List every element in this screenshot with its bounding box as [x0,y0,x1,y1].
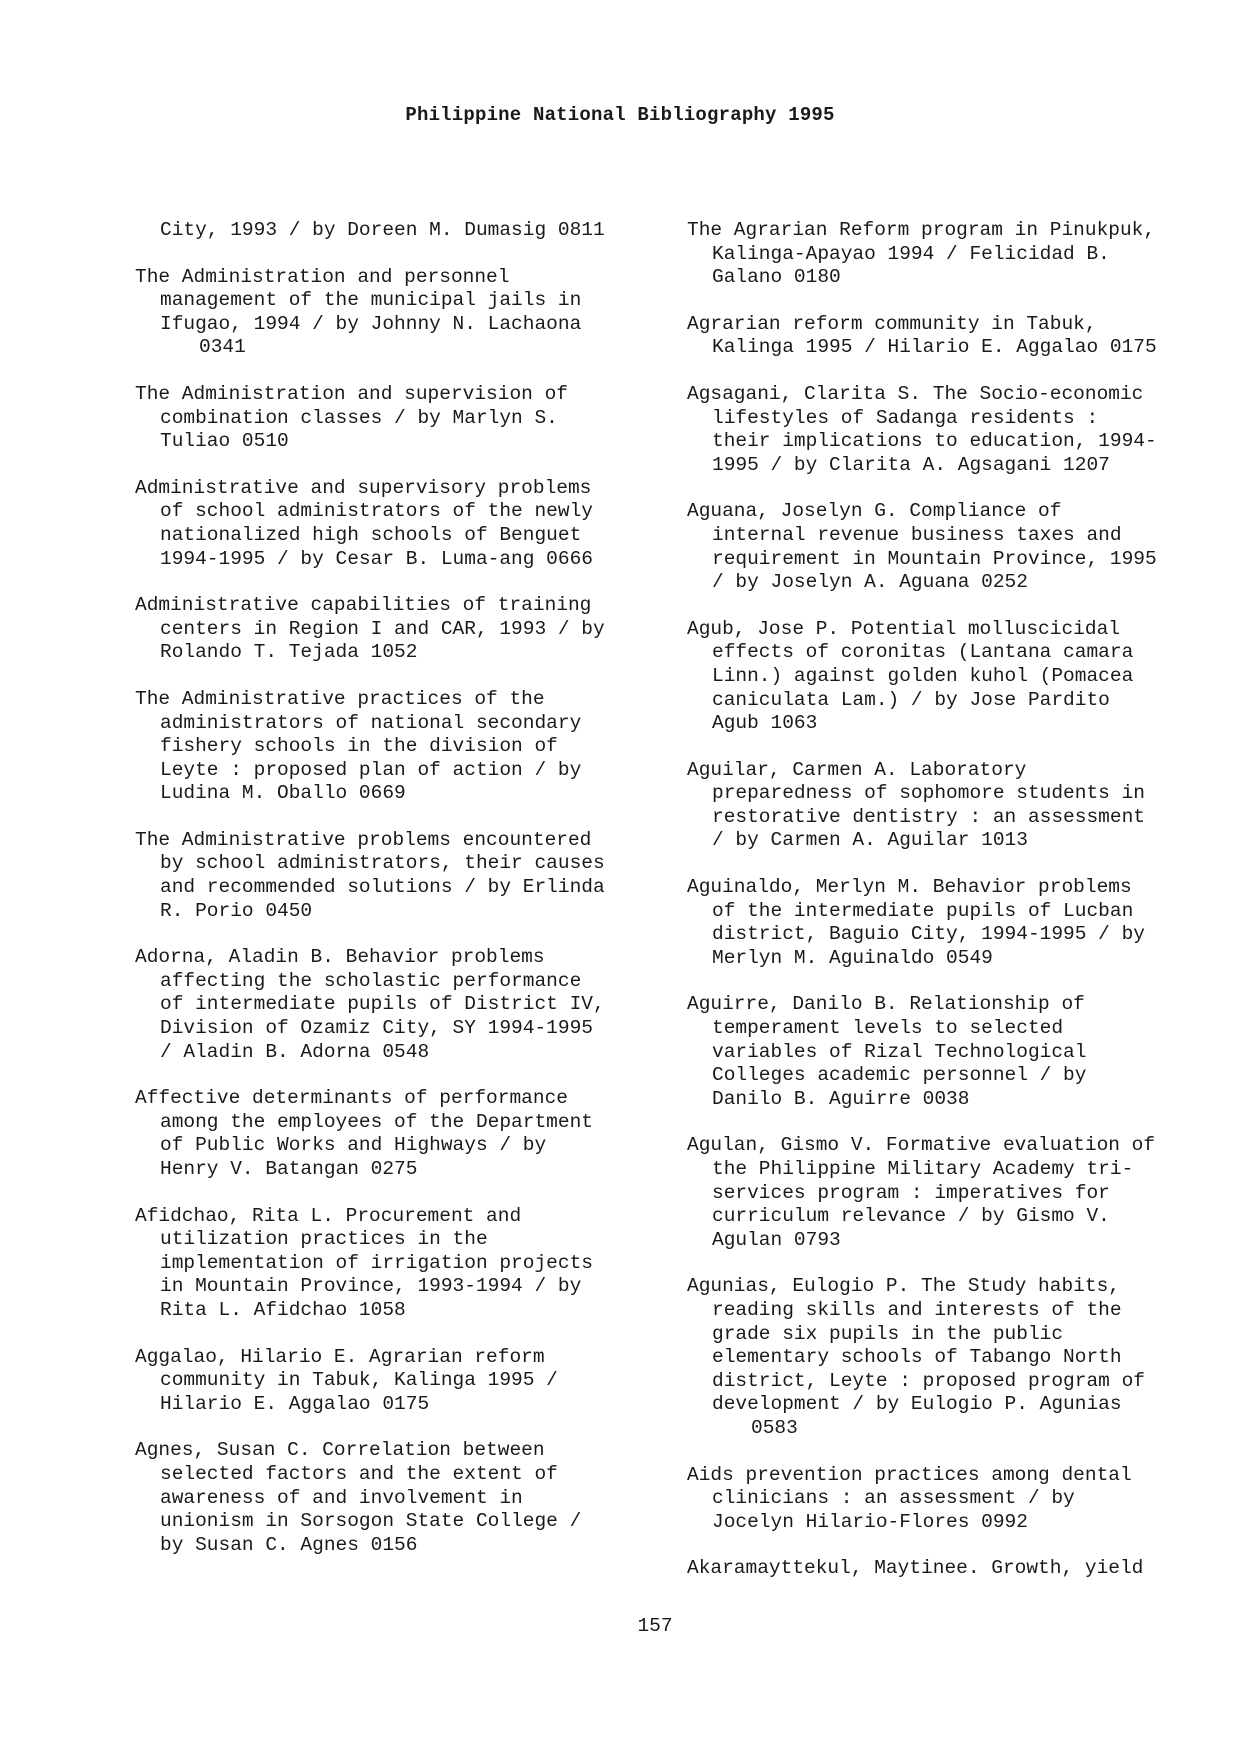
entry-line: Aguirre, Danilo B. Relationship of [687,993,1085,1016]
entry-line: unionism in Sorsogon State College / [160,1510,582,1533]
entry-line: implementation of irrigation projects [160,1251,593,1274]
bibliography-entry [135,688,655,806]
bibliography-entry [687,1464,1207,1535]
entry-line: 0583 [751,1416,798,1439]
right-column [687,219,1207,1604]
entry-line: centers in Region I and CAR, 1993 / by [160,617,605,640]
bibliography-entry [687,383,1207,477]
entry-line: Kalinga 1995 / Hilario E. Aggalao 0175 [712,336,1157,359]
entry-line: by Susan C. Agnes 0156 [160,1533,418,1556]
bibliography-entry [135,219,655,243]
entry-line: Aguilar, Carmen A. Laboratory [687,758,1027,781]
bibliography-entry [135,594,655,665]
entry-line: Jocelyn Hilario-Flores 0992 [712,1510,1028,1533]
left-column [135,219,655,1580]
entry-line: of Public Works and Highways / by [160,1134,547,1157]
entry-line: Agnes, Susan C. Correlation between [135,1439,545,1462]
entry-line: Colleges academic personnel / by [712,1064,1087,1087]
entry-line: Agub 1063 [712,712,818,735]
entry-line: selected factors and the extent of [160,1462,558,1485]
entry-line: Tuliao 0510 [160,430,289,453]
entry-line: Agulan 0793 [712,1228,841,1251]
page-title: Philippine National Bibliography 1995 [405,104,835,126]
entry-line: of school administrators of the newly [160,500,593,523]
entry-line: district, Leyte : proposed program of [712,1369,1145,1392]
page-number: 157 [637,1615,673,1637]
entry-line: curriculum relevance / by Gismo V. [712,1205,1110,1228]
entry-line: awareness of and involvement in [160,1486,523,1509]
entry-line: 0341 [199,336,246,359]
entry-line: The Administration and personnel [135,265,510,288]
entry-line: The Administrative problems encountered [135,828,592,851]
entry-line: Merlyn M. Aguinaldo 0549 [712,946,993,969]
entry-line: Afidchao, Rita L. Procurement and [135,1204,522,1227]
entry-line: lifestyles of Sadanga residents : [712,406,1099,429]
bibliography-entry [135,1087,655,1181]
entry-line: and recommended solutions / by Erlinda [160,876,605,899]
bibliography-entry [687,219,1207,290]
entry-line: preparedness of sophomore students in [712,782,1145,805]
entry-line: 1995 / by Clarita A. Agsagani 1207 [712,453,1110,476]
entry-line: Aids prevention practices among dental [687,1463,1132,1486]
bibliography-entry [135,1439,655,1557]
entry-line: Agsagani, Clarita S. The Socio-economic [687,382,1144,405]
entry-line: nationalized high schools of Benguet [160,523,582,546]
entry-line: Leyte : proposed plan of action / by [160,758,582,781]
entry-line: Adorna, Aladin B. Behavior problems [135,946,545,969]
entry-line: Agub, Jose P. Potential molluscicidal [687,617,1120,640]
bibliography-entry [687,1557,1207,1581]
entry-line: caniculata Lam.) / by Jose Pardito [712,688,1110,711]
entry-line: Danilo B. Aguirre 0038 [712,1087,970,1110]
entry-line: development / by Eulogio P. Agunias [712,1393,1122,1416]
entry-line: combination classes / by Marlyn S. [160,406,558,429]
entry-line: / by Joselyn A. Aguana 0252 [712,571,1028,594]
entry-line: administrators of national secondary [160,711,582,734]
entry-line: City, 1993 / by Doreen M. Dumasig 0811 [160,219,605,241]
entry-line: R. Porio 0450 [160,899,313,922]
entry-line: Akaramayttekul, Maytinee. Growth, yield [687,1557,1144,1580]
bibliography-entry [135,477,655,571]
bibliography-entry [135,266,655,360]
entry-line: Ifugao, 1994 / by Johnny N. Lachaona [160,312,582,335]
entry-line: The Administration and supervision of [135,382,568,405]
entry-line: Agunias, Eulogio P. The Study habits, [687,1275,1120,1298]
entry-line: grade six pupils in the public [712,1322,1064,1345]
entry-line: Hilario E. Aggalao 0175 [160,1392,430,1415]
entry-line: Administrative capabilities of training [135,594,592,617]
entry-line: fishery schools in the division of [160,735,558,758]
entry-line: Rita L. Afidchao 1058 [160,1298,406,1321]
entry-line: The Agrarian Reform program in Pinukpuk, [687,219,1156,241]
bibliography-entry [135,946,655,1064]
bibliography-entry [687,876,1207,970]
entry-line: temperament levels to selected [712,1017,1064,1040]
bibliography-entry [687,618,1207,736]
entry-line: variables of Rizal Technological [712,1040,1087,1063]
entry-line: Aggalao, Hilario E. Agrarian reform [135,1345,545,1368]
bibliography-entry [135,1346,655,1417]
entry-line: Kalinga-Apayao 1994 / Felicidad B. [712,242,1110,265]
entry-line: Rolando T. Tejada 1052 [160,641,418,664]
bibliography-entry [135,829,655,923]
entry-line: / by Carmen A. Aguilar 1013 [712,829,1028,852]
entry-line: utilization practices in the [160,1228,488,1251]
entry-line: management of the municipal jails in [160,289,582,312]
entry-line: by school administrators, their causes [160,852,605,875]
bibliography-entry [687,500,1207,594]
entry-line: Agrarian reform community in Tabuk, [687,312,1097,335]
entry-line: services program : imperatives for [712,1181,1110,1204]
entry-line: among the employees of the Department [160,1110,593,1133]
entry-line: in Mountain Province, 1993-1994 / by [160,1275,582,1298]
bibliography-entry [687,993,1207,1111]
entry-line: restorative dentistry : an assessment [712,805,1145,828]
entry-line: Galano 0180 [712,266,841,289]
entry-line: The Administrative practices of the [135,687,545,710]
entry-line: internal revenue business taxes and [712,523,1122,546]
entry-line: elementary schools of Tabango North [712,1346,1122,1369]
entry-line: clinicians : an assessment / by [712,1487,1075,1510]
entry-line: of intermediate pupils of District IV, [160,993,605,1016]
entry-line: the Philippine Military Academy tri- [712,1158,1134,1180]
entry-line: Administrative and supervisory problems [135,476,592,499]
entry-line: Ludina M. Oballo 0669 [160,782,406,805]
entry-line: reading skills and interests of the [712,1298,1122,1321]
entry-line: effects of coronitas (Lantana camara [712,641,1134,664]
entry-line: their implications to education, 1994- [712,430,1157,453]
entry-line: district, Baguio City, 1994-1995 / by [712,923,1145,946]
bibliography-entry [135,383,655,454]
bibliography-entry [687,1134,1207,1252]
entry-line: of the intermediate pupils of Lucban [712,899,1134,922]
entry-line: affecting the scholastic performance [160,969,582,992]
entry-line: community in Tabuk, Kalinga 1995 / [160,1369,558,1392]
entry-line: Henry V. Batangan 0275 [160,1158,418,1180]
entry-line: Linn.) against golden kuhol (Pomacea [712,664,1134,687]
bibliography-entry [135,1205,655,1323]
entry-line: 1994-1995 / by Cesar B. Luma-ang 0666 [160,547,593,570]
entry-line: requirement in Mountain Province, 1995 [712,547,1157,570]
entry-line: Division of Ozamiz City, SY 1994-1995 [160,1017,593,1040]
entry-line: Affective determinants of performance [135,1087,568,1110]
entry-line: Aguinaldo, Merlyn M. Behavior problems [687,876,1132,899]
bibliography-entry [687,759,1207,853]
entry-line: Aguana, Joselyn G. Compliance of [687,500,1062,523]
bibliography-entry [687,313,1207,360]
entry-line: / Aladin B. Adorna 0548 [160,1040,430,1063]
bibliography-entry [687,1275,1207,1440]
entry-line: Agulan, Gismo V. Formative evaluation of [687,1134,1156,1157]
